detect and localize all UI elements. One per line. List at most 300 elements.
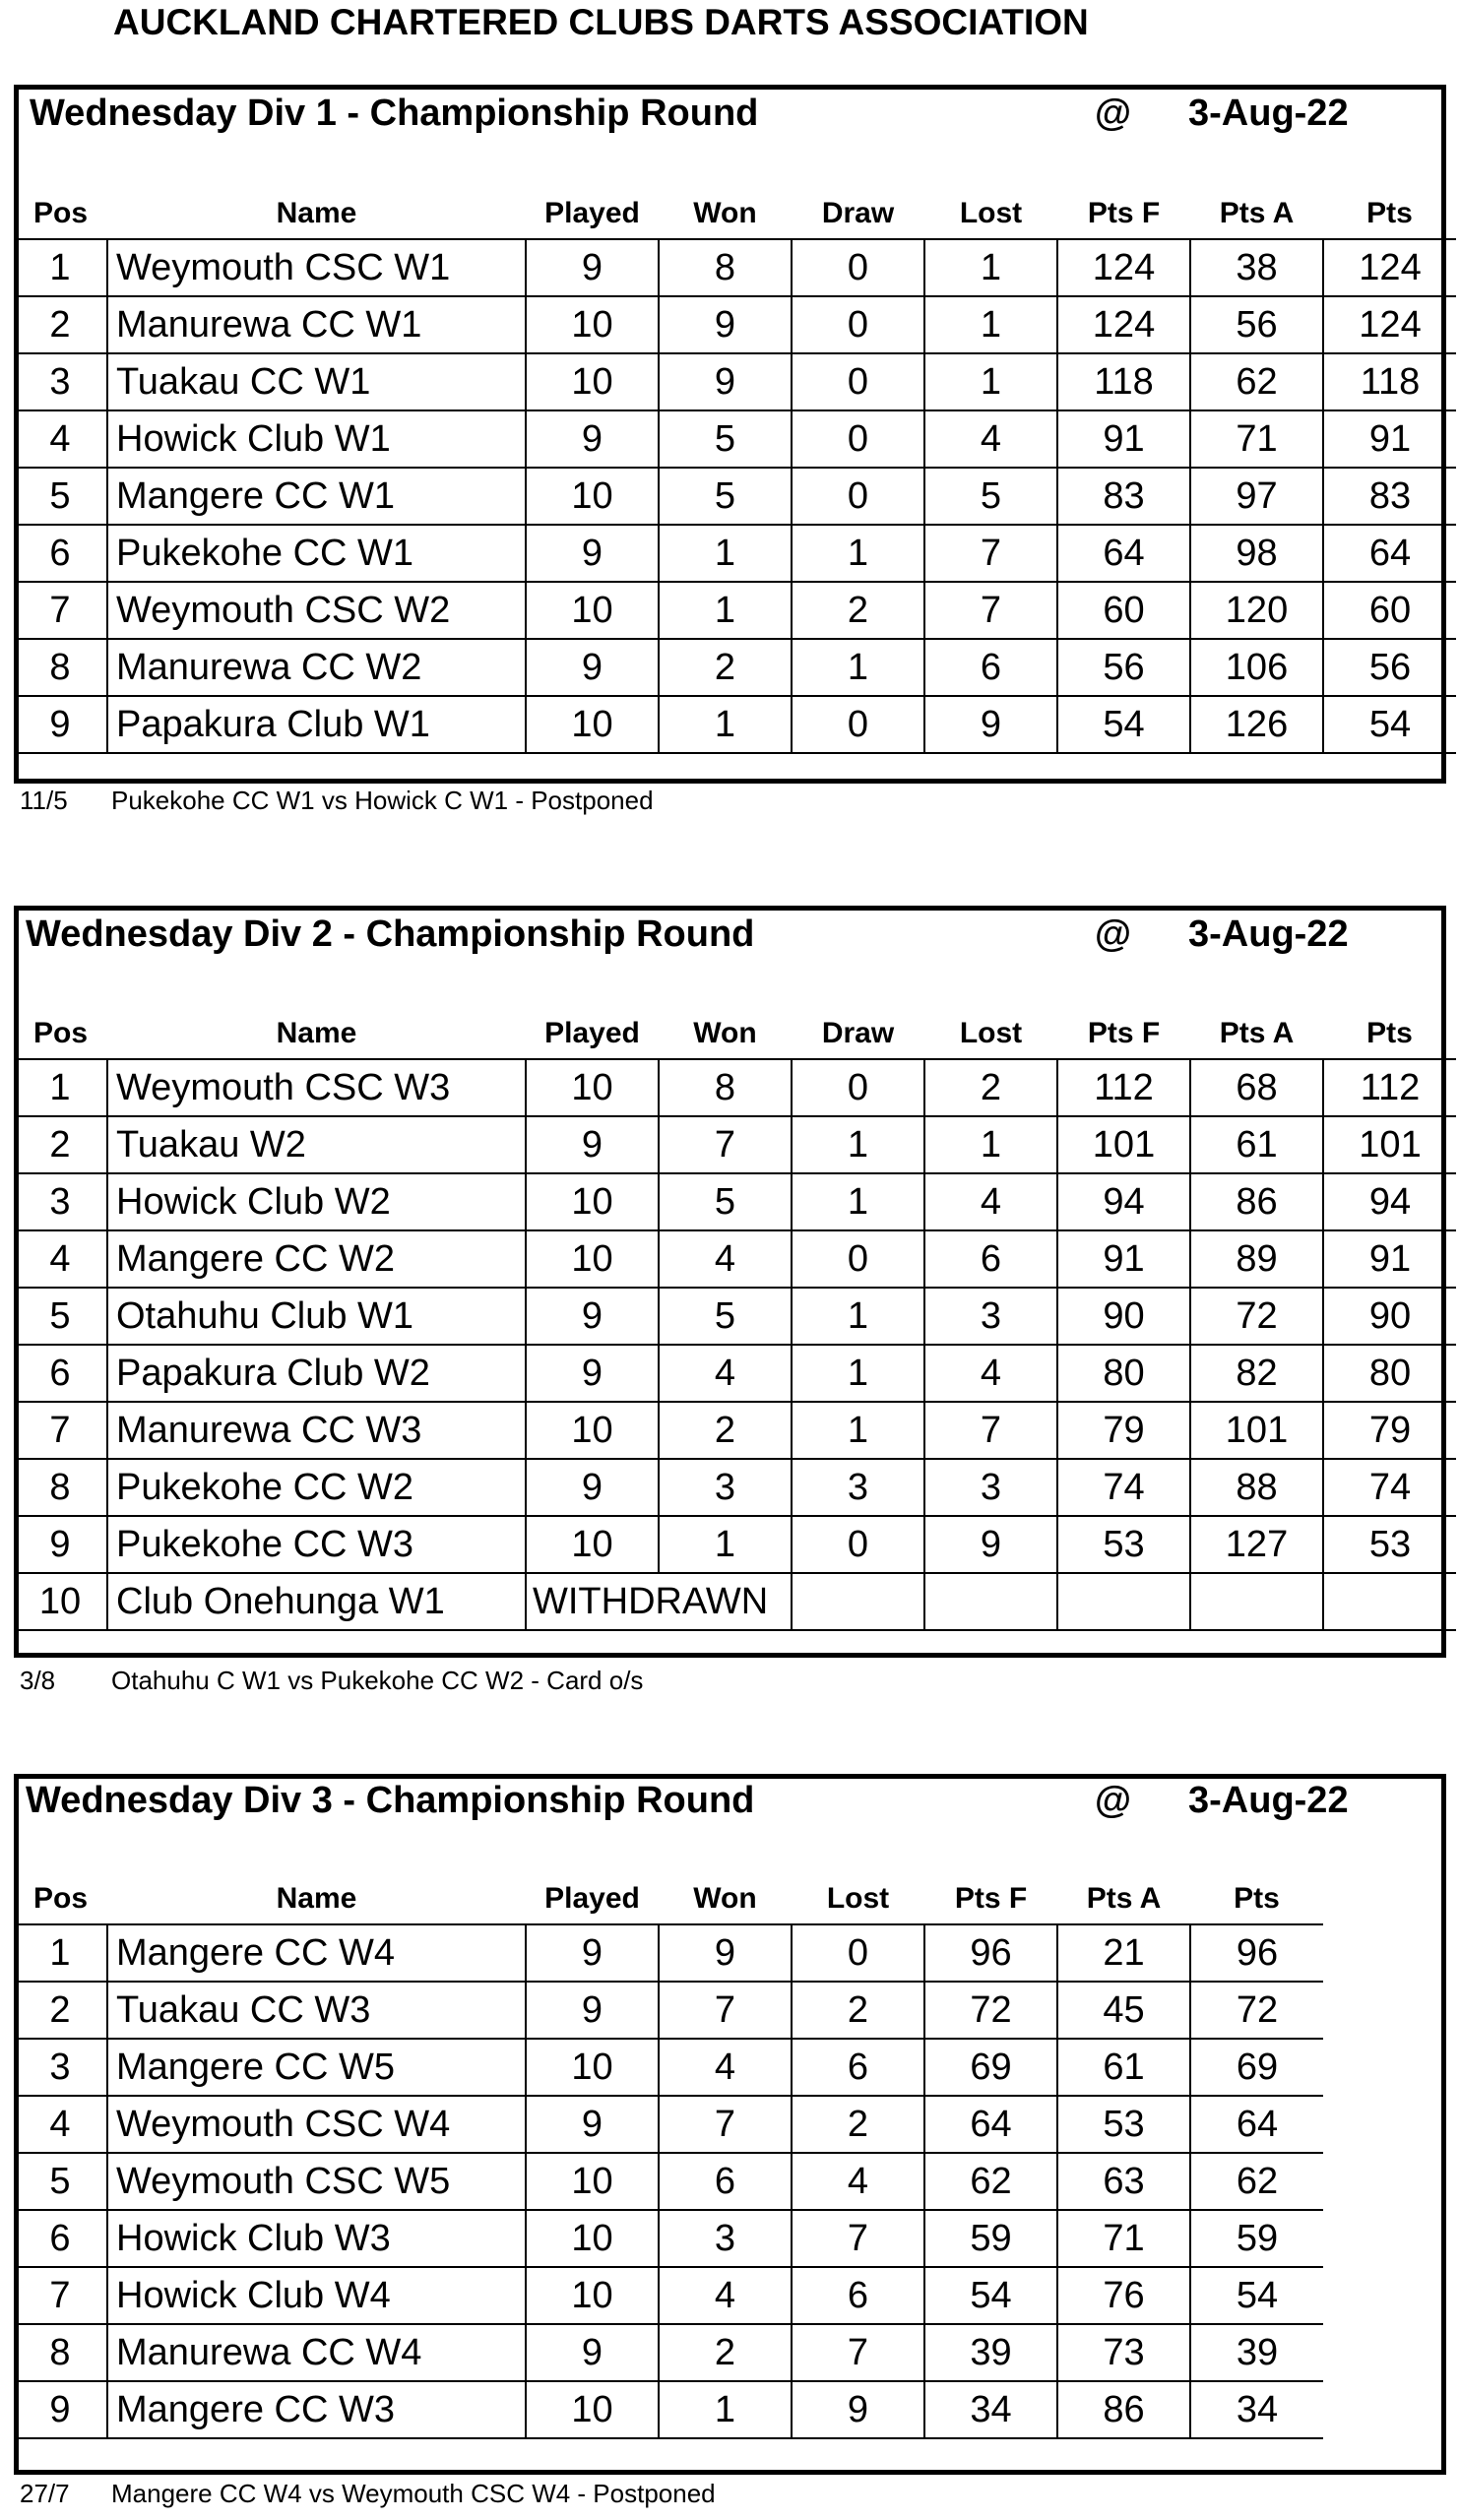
- table-cell: 94: [1057, 1173, 1190, 1230]
- table-cell: 1: [792, 1173, 924, 1230]
- table-cell: 64: [924, 2096, 1057, 2153]
- column-header: Pts A: [1057, 1874, 1190, 1924]
- table-cell: 1: [792, 1345, 924, 1402]
- column-header: Won: [659, 1009, 792, 1059]
- table-cell: 9: [526, 1288, 659, 1345]
- table-cell: 5: [14, 1288, 107, 1345]
- table-cell: 1: [792, 639, 924, 696]
- withdrawn-status-cell: WITHDRAWN: [526, 1573, 792, 1630]
- table-cell: 5: [659, 1173, 792, 1230]
- table-cell: 38: [1190, 239, 1323, 296]
- table-cell: 61: [1190, 1116, 1323, 1173]
- column-header: Draw: [792, 1009, 924, 1059]
- table-cell: 9: [526, 410, 659, 468]
- table-cell: 4: [924, 1345, 1057, 1402]
- table-cell: 69: [924, 2039, 1057, 2096]
- table-cell: 7: [792, 2324, 924, 2381]
- table-cell: 8: [14, 2324, 107, 2381]
- table-cell: 0: [792, 1059, 924, 1116]
- table-cell: 9: [924, 1516, 1057, 1573]
- table-cell: 101: [1057, 1116, 1190, 1173]
- team-name-cell: Tuakau CC W1: [107, 353, 526, 410]
- table-cell: 1: [924, 1116, 1057, 1173]
- table-cell: 9: [526, 1116, 659, 1173]
- table-cell: 1: [659, 696, 792, 753]
- div3-heading: Wednesday Div 3 - Championship Round: [26, 1780, 755, 1821]
- table-row: [14, 1116, 1456, 1173]
- table-cell: 80: [1057, 1345, 1190, 1402]
- table-cell: 53: [1323, 1516, 1456, 1573]
- table-cell: 10: [526, 468, 659, 525]
- table-cell: 64: [1323, 525, 1456, 582]
- team-name-cell: Weymouth CSC W3: [107, 1059, 526, 1116]
- table-cell: 3: [14, 1173, 107, 1230]
- div1-at: @: [1095, 93, 1132, 134]
- table-cell: 10: [526, 2210, 659, 2267]
- table-row: [14, 2210, 1323, 2267]
- table-cell: 2: [14, 1116, 107, 1173]
- table-cell: [1190, 1573, 1323, 1630]
- table-cell: 0: [792, 353, 924, 410]
- table-cell: 54: [1323, 696, 1456, 753]
- table-cell: [792, 1573, 924, 1630]
- table-cell: 3: [792, 1459, 924, 1516]
- table-cell: 7: [792, 2210, 924, 2267]
- table-row: [14, 2324, 1323, 2381]
- table-cell: 53: [1057, 1516, 1190, 1573]
- table-cell: 10: [526, 2153, 659, 2210]
- table-cell: 56: [1190, 296, 1323, 353]
- table-cell: 6: [924, 639, 1057, 696]
- table-cell: 9: [14, 2381, 107, 2438]
- table-cell: 74: [1323, 1459, 1456, 1516]
- div2-footnote-date: 3/8: [20, 1666, 56, 1695]
- table-cell: 90: [1057, 1288, 1190, 1345]
- table-cell: 2: [14, 296, 107, 353]
- team-name-cell: Tuakau CC W3: [107, 1982, 526, 2039]
- table-cell: 0: [792, 1230, 924, 1288]
- table-cell: 98: [1190, 525, 1323, 582]
- table-cell: 118: [1057, 353, 1190, 410]
- table-cell: 0: [792, 239, 924, 296]
- table-cell: 0: [792, 468, 924, 525]
- table-cell: 96: [1190, 1924, 1323, 1982]
- table-cell: 10: [526, 2039, 659, 2096]
- team-name-cell: Mangere CC W5: [107, 2039, 526, 2096]
- table-row: [14, 2153, 1323, 2210]
- table-cell: 9: [526, 2096, 659, 2153]
- table-row: [14, 2267, 1323, 2324]
- team-name-cell: Manurewa CC W3: [107, 1402, 526, 1459]
- table-cell: 1: [14, 1059, 107, 1116]
- table-cell: 0: [792, 410, 924, 468]
- div1-footnote-date: 11/5: [20, 786, 68, 815]
- div1-date: 3-Aug-22: [1188, 93, 1349, 134]
- table-cell: 124: [1057, 239, 1190, 296]
- table-row: [14, 1402, 1456, 1459]
- table-cell: 2: [792, 2096, 924, 2153]
- table-cell: 68: [1190, 1059, 1323, 1116]
- team-name-cell: Papakura Club W1: [107, 696, 526, 753]
- table-cell: 127: [1190, 1516, 1323, 1573]
- table-cell: 6: [924, 1230, 1057, 1288]
- table-cell: 34: [1190, 2381, 1323, 2438]
- table-cell: 59: [924, 2210, 1057, 2267]
- div2-footnote-text: Otahuhu C W1 vs Pukekohe CC W2 - Card o/s: [111, 1666, 644, 1695]
- table-row: [14, 639, 1456, 696]
- table-cell: 0: [792, 1516, 924, 1573]
- table-cell: 8: [659, 239, 792, 296]
- table-cell: 3: [659, 1459, 792, 1516]
- table-cell: 83: [1057, 468, 1190, 525]
- table-cell: 79: [1057, 1402, 1190, 1459]
- team-name-cell: Papakura Club W2: [107, 1345, 526, 1402]
- table-row: [14, 2381, 1323, 2438]
- table-cell: 10: [526, 582, 659, 639]
- table-cell: 54: [1057, 696, 1190, 753]
- table-cell: 91: [1323, 1230, 1456, 1288]
- table-cell: 39: [1190, 2324, 1323, 2381]
- column-header: Pos: [14, 1009, 107, 1059]
- table-cell: 4: [924, 1173, 1057, 1230]
- column-header: Draw: [792, 189, 924, 239]
- table-cell: 0: [792, 696, 924, 753]
- table-cell: 5: [659, 468, 792, 525]
- div1-standings-table: [14, 189, 1456, 754]
- table-cell: 124: [1323, 296, 1456, 353]
- table-cell: 126: [1190, 696, 1323, 753]
- table-cell: 64: [1190, 2096, 1323, 2153]
- table-cell: 101: [1190, 1402, 1323, 1459]
- div2-rows: [14, 1059, 1456, 1630]
- table-cell: 96: [924, 1924, 1057, 1982]
- table-cell: 0: [792, 296, 924, 353]
- table-cell: 2: [659, 1402, 792, 1459]
- column-header: Pts F: [924, 1874, 1057, 1924]
- table-cell: 10: [526, 1516, 659, 1573]
- table-cell: 9: [924, 696, 1057, 753]
- table-cell: 4: [14, 1230, 107, 1288]
- table-cell: 10: [526, 2267, 659, 2324]
- div2-at: @: [1095, 914, 1132, 955]
- team-name-cell: Tuakau W2: [107, 1116, 526, 1173]
- column-header: Name: [107, 1009, 526, 1059]
- table-cell: 90: [1323, 1288, 1456, 1345]
- div3-at: @: [1095, 1780, 1132, 1821]
- table-cell: 6: [792, 2039, 924, 2096]
- column-header: Pts F: [1057, 1009, 1190, 1059]
- table-cell: 1: [14, 239, 107, 296]
- team-name-cell: Weymouth CSC W1: [107, 239, 526, 296]
- table-cell: 5: [14, 468, 107, 525]
- table-cell: 72: [924, 1982, 1057, 2039]
- table-cell: 4: [924, 410, 1057, 468]
- column-header: Pts: [1323, 1009, 1456, 1059]
- table-cell: 9: [659, 296, 792, 353]
- table-cell: 9: [526, 1345, 659, 1402]
- table-cell: 76: [1057, 2267, 1190, 2324]
- table-cell: 72: [1190, 1982, 1323, 2039]
- table-cell: 1: [924, 239, 1057, 296]
- table-cell: 60: [1057, 582, 1190, 639]
- table-cell: 10: [14, 1573, 107, 1630]
- div3-footnote: [20, 2479, 716, 2509]
- table-cell: 2: [659, 639, 792, 696]
- table-cell: 71: [1057, 2210, 1190, 2267]
- table-cell: 8: [14, 1459, 107, 1516]
- table-row: [14, 296, 1456, 353]
- table-cell: 72: [1190, 1288, 1323, 1345]
- table-cell: 124: [1057, 296, 1190, 353]
- div1-header-row: [14, 189, 1456, 239]
- team-name-cell: Mangere CC W3: [107, 2381, 526, 2438]
- table-cell: 54: [924, 2267, 1057, 2324]
- table-cell: 9: [526, 1924, 659, 1982]
- table-cell: 62: [1190, 353, 1323, 410]
- table-cell: [1057, 1573, 1190, 1630]
- table-cell: 7: [14, 582, 107, 639]
- table-cell: 64: [1057, 525, 1190, 582]
- table-cell: 4: [659, 1230, 792, 1288]
- table-cell: 4: [659, 2267, 792, 2324]
- table-cell: 10: [526, 1059, 659, 1116]
- table-cell: 2: [792, 1982, 924, 2039]
- table-cell: 74: [1057, 1459, 1190, 1516]
- team-name-cell: Pukekohe CC W2: [107, 1459, 526, 1516]
- table-cell: 1: [924, 296, 1057, 353]
- table-cell: 73: [1057, 2324, 1190, 2381]
- table-cell: 3: [924, 1288, 1057, 1345]
- table-cell: 91: [1323, 410, 1456, 468]
- team-name-cell: Pukekohe CC W1: [107, 525, 526, 582]
- team-name-cell: Howick Club W2: [107, 1173, 526, 1230]
- table-cell: 10: [526, 353, 659, 410]
- table-cell: 3: [924, 1459, 1057, 1516]
- table-cell: 59: [1190, 2210, 1323, 2267]
- table-cell: 1: [792, 525, 924, 582]
- table-row: [14, 582, 1456, 639]
- table-cell: 94: [1323, 1173, 1456, 1230]
- table-row: [14, 239, 1456, 296]
- column-header: Name: [107, 1874, 526, 1924]
- column-header: Pos: [14, 1874, 107, 1924]
- div3-date: 3-Aug-22: [1188, 1780, 1349, 1821]
- team-name-cell: Manurewa CC W4: [107, 2324, 526, 2381]
- table-cell: 1: [659, 1516, 792, 1573]
- table-cell: 5: [14, 2153, 107, 2210]
- div1-footnote-text: Pukekohe CC W1 vs Howick C W1 - Postponed: [111, 786, 654, 815]
- div3-footnote-text: Mangere CC W4 vs Weymouth CSC W4 - Postponed: [111, 2479, 716, 2508]
- table-cell: 6: [659, 2153, 792, 2210]
- table-cell: 10: [526, 296, 659, 353]
- table-cell: 2: [659, 2324, 792, 2381]
- table-cell: 5: [924, 468, 1057, 525]
- table-cell: 9: [659, 353, 792, 410]
- table-cell: 7: [659, 1116, 792, 1173]
- table-cell: 83: [1323, 468, 1456, 525]
- table-cell: 106: [1190, 639, 1323, 696]
- table-cell: 45: [1057, 1982, 1190, 2039]
- table-cell: 7: [924, 1402, 1057, 1459]
- table-cell: 62: [924, 2153, 1057, 2210]
- table-cell: 124: [1323, 239, 1456, 296]
- table-cell: 63: [1057, 2153, 1190, 2210]
- table-row: [14, 1059, 1456, 1116]
- table-cell: 88: [1190, 1459, 1323, 1516]
- table-cell: 2: [14, 1982, 107, 2039]
- team-name-cell: Weymouth CSC W4: [107, 2096, 526, 2153]
- table-cell: 1: [924, 353, 1057, 410]
- table-cell: 5: [659, 1288, 792, 1345]
- team-name-cell: Manurewa CC W1: [107, 296, 526, 353]
- column-header: Lost: [924, 1009, 1057, 1059]
- team-name-cell: Weymouth CSC W5: [107, 2153, 526, 2210]
- table-cell: 1: [659, 525, 792, 582]
- table-cell: 7: [659, 2096, 792, 2153]
- table-cell: 9: [14, 1516, 107, 1573]
- table-cell: 7: [924, 582, 1057, 639]
- table-row: [14, 1982, 1323, 2039]
- table-cell: 9: [526, 1459, 659, 1516]
- table-cell: 97: [1190, 468, 1323, 525]
- table-cell: 1: [659, 2381, 792, 2438]
- table-cell: 9: [526, 2324, 659, 2381]
- div3-standings-table: [14, 1874, 1323, 2439]
- team-name-cell: Howick Club W1: [107, 410, 526, 468]
- table-cell: 0: [792, 1924, 924, 1982]
- column-header: Pts: [1190, 1874, 1323, 1924]
- div3-rows: [14, 1924, 1323, 2438]
- table-row: [14, 1516, 1456, 1573]
- table-cell: 3: [659, 2210, 792, 2267]
- table-cell: 34: [924, 2381, 1057, 2438]
- table-cell: 10: [526, 1402, 659, 1459]
- table-cell: 71: [1190, 410, 1323, 468]
- table-cell: 21: [1057, 1924, 1190, 1982]
- table-cell: 9: [659, 1924, 792, 1982]
- table-cell: 8: [14, 639, 107, 696]
- table-cell: 1: [659, 582, 792, 639]
- table-cell: 9: [14, 696, 107, 753]
- table-cell: 7: [14, 1402, 107, 1459]
- div2-heading: Wednesday Div 2 - Championship Round: [26, 914, 755, 955]
- team-name-cell: Weymouth CSC W2: [107, 582, 526, 639]
- table-cell: 4: [792, 2153, 924, 2210]
- table-cell: 61: [1057, 2039, 1190, 2096]
- table-row: [14, 1924, 1323, 1982]
- table-cell: 39: [924, 2324, 1057, 2381]
- table-cell: 10: [526, 2381, 659, 2438]
- page-title: AUCKLAND CHARTERED CLUBS DARTS ASSOCIATION: [113, 2, 1089, 42]
- table-row: [14, 353, 1456, 410]
- table-cell: 1: [14, 1924, 107, 1982]
- table-cell: 91: [1057, 1230, 1190, 1288]
- table-row: [14, 2039, 1323, 2096]
- table-cell: 8: [659, 1059, 792, 1116]
- table-cell: 9: [526, 239, 659, 296]
- column-header: Pts: [1323, 189, 1456, 239]
- table-cell: [924, 1573, 1057, 1630]
- table-row: [14, 696, 1456, 753]
- table-cell: 7: [14, 2267, 107, 2324]
- table-cell: 7: [659, 1982, 792, 2039]
- table-cell: 3: [14, 353, 107, 410]
- team-name-cell: Mangere CC W1: [107, 468, 526, 525]
- team-name-cell: Howick Club W3: [107, 2210, 526, 2267]
- table-cell: 9: [526, 525, 659, 582]
- table-row: [14, 1230, 1456, 1288]
- column-header: Played: [526, 189, 659, 239]
- table-cell: 80: [1323, 1345, 1456, 1402]
- table-cell: [1323, 1573, 1456, 1630]
- team-name-cell: Howick Club W4: [107, 2267, 526, 2324]
- table-cell: 6: [14, 1345, 107, 1402]
- team-name-cell: Otahuhu Club W1: [107, 1288, 526, 1345]
- table-cell: 9: [526, 1982, 659, 2039]
- table-cell: 62: [1190, 2153, 1323, 2210]
- column-header: Played: [526, 1009, 659, 1059]
- table-cell: 3: [14, 2039, 107, 2096]
- table-row: [14, 2096, 1323, 2153]
- table-cell: 101: [1323, 1116, 1456, 1173]
- team-name-cell: Mangere CC W4: [107, 1924, 526, 1982]
- table-cell: 10: [526, 1230, 659, 1288]
- table-cell: 118: [1323, 353, 1456, 410]
- table-cell: 82: [1190, 1345, 1323, 1402]
- table-cell: 6: [14, 2210, 107, 2267]
- table-cell: 53: [1057, 2096, 1190, 2153]
- column-header: Lost: [792, 1874, 924, 1924]
- column-header: Pos: [14, 189, 107, 239]
- table-cell: 2: [924, 1059, 1057, 1116]
- table-cell: 56: [1057, 639, 1190, 696]
- table-cell: 1: [792, 1288, 924, 1345]
- table-cell: 86: [1057, 2381, 1190, 2438]
- column-header: Pts A: [1190, 1009, 1323, 1059]
- table-cell: 4: [659, 2039, 792, 2096]
- table-cell: 89: [1190, 1230, 1323, 1288]
- div1-heading: Wednesday Div 1 - Championship Round: [30, 93, 759, 134]
- table-cell: 1: [792, 1116, 924, 1173]
- div3-footnote-date: 27/7: [20, 2479, 70, 2508]
- column-header: Pts A: [1190, 189, 1323, 239]
- table-row: [14, 1288, 1456, 1345]
- div2-header-row: [14, 1009, 1456, 1059]
- table-cell: 112: [1057, 1059, 1190, 1116]
- table-row: [14, 1173, 1456, 1230]
- table-cell: 120: [1190, 582, 1323, 639]
- table-cell: 4: [14, 410, 107, 468]
- column-header: Name: [107, 189, 526, 239]
- table-cell: 60: [1323, 582, 1456, 639]
- table-cell: 9: [792, 2381, 924, 2438]
- table-cell: 6: [14, 525, 107, 582]
- column-header: Pts F: [1057, 189, 1190, 239]
- table-cell: 10: [526, 1173, 659, 1230]
- div2-standings-table: [14, 1009, 1456, 1631]
- column-header: Won: [659, 189, 792, 239]
- table-cell: 54: [1190, 2267, 1323, 2324]
- table-cell: 2: [792, 582, 924, 639]
- team-name-cell: Club Onehunga W1: [107, 1573, 526, 1630]
- table-cell: 1: [792, 1402, 924, 1459]
- table-row: [14, 1459, 1456, 1516]
- table-cell: 10: [526, 696, 659, 753]
- team-name-cell: Manurewa CC W2: [107, 639, 526, 696]
- team-name-cell: Pukekohe CC W3: [107, 1516, 526, 1573]
- table-cell: 6: [792, 2267, 924, 2324]
- div2-footnote: [20, 1666, 643, 1696]
